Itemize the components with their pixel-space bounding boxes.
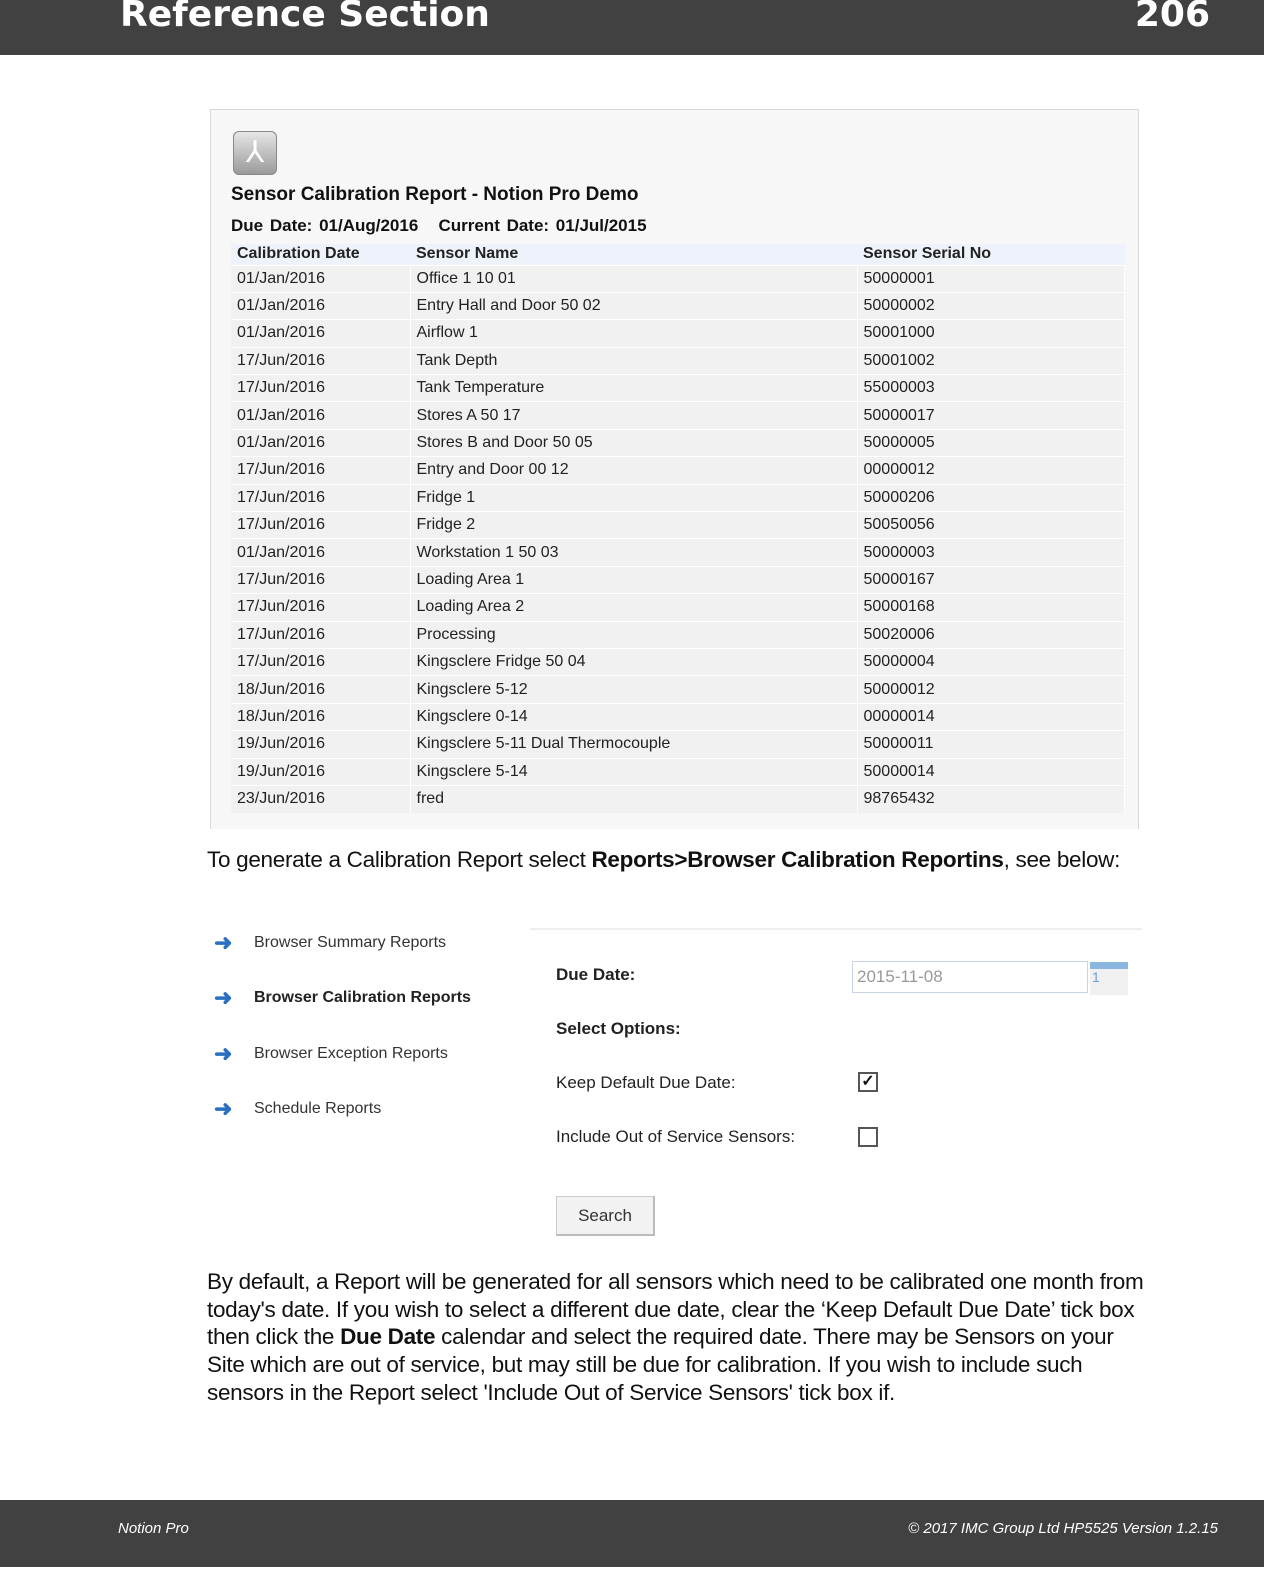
table-row bbox=[231, 621, 1125, 648]
search-button[interactable]: Search bbox=[556, 1196, 655, 1236]
table-cell: 55000003 bbox=[857, 375, 1125, 402]
table-cell: Fridge 1 bbox=[410, 484, 857, 511]
table-cell: 17/Jun/2016 bbox=[231, 457, 410, 484]
table-row bbox=[231, 703, 1125, 730]
table-cell: 50000004 bbox=[857, 648, 1125, 675]
menu-label: Browser Calibration Reports bbox=[254, 989, 471, 1006]
table-cell: 19/Jun/2016 bbox=[231, 758, 410, 785]
table-cell: 17/Jun/2016 bbox=[231, 566, 410, 593]
keep-default-checkbox[interactable]: ✓ bbox=[858, 1072, 878, 1092]
table-cell: 23/Jun/2016 bbox=[231, 785, 410, 812]
table-cell: 50000011 bbox=[857, 731, 1125, 758]
footer-product: Notion Pro bbox=[118, 1520, 189, 1537]
table-cell: 50000005 bbox=[857, 429, 1125, 456]
include-out-of-service-label: Include Out of Service Sensors: bbox=[556, 1127, 796, 1146]
table-cell: Office 1 10 01 bbox=[410, 265, 857, 292]
page-footer bbox=[0, 1500, 1264, 1567]
table-row bbox=[231, 484, 1125, 511]
table-cell: 50001000 bbox=[857, 320, 1125, 347]
menu-browser-summary-reports[interactable] bbox=[214, 930, 446, 956]
table-cell: Kingsclere 5-12 bbox=[410, 676, 857, 703]
table-cell: 17/Jun/2016 bbox=[231, 484, 410, 511]
table-cell: 00000014 bbox=[857, 703, 1125, 730]
table-row bbox=[231, 347, 1125, 374]
section-title: Reference Section bbox=[120, 0, 490, 35]
menu-schedule-reports[interactable] bbox=[214, 1096, 381, 1122]
menu-browser-exception-reports[interactable] bbox=[214, 1041, 448, 1067]
table-cell: Processing bbox=[410, 621, 857, 648]
table-cell: 00000012 bbox=[857, 457, 1125, 484]
column-header: Sensor Serial No bbox=[857, 244, 1125, 265]
table-cell: Entry and Door 00 12 bbox=[410, 457, 857, 484]
table-cell: 50000002 bbox=[857, 292, 1125, 319]
table-cell: 01/Jan/2016 bbox=[231, 292, 410, 319]
table-cell: Entry Hall and Door 50 02 bbox=[410, 292, 857, 319]
due-date-label: Due Date: bbox=[556, 965, 636, 984]
menu-label: Browser Exception Reports bbox=[254, 1045, 448, 1062]
table-cell: 17/Jun/2016 bbox=[231, 648, 410, 675]
menu-label: Schedule Reports bbox=[254, 1100, 382, 1117]
table-row bbox=[231, 292, 1125, 319]
body-text-end: calendar and select the required date. There may be Sensors on your Site which are out of service, but may still be due for calibration. If you wish to include such sensors in the Report select 'Include Out of Service Sensors' tick box if. bbox=[207, 1324, 1114, 1405]
divider bbox=[530, 928, 1142, 930]
column-header: Sensor Name bbox=[410, 244, 857, 265]
due-date-input[interactable]: 2015-11-08 bbox=[852, 961, 1088, 993]
body-paragraph bbox=[207, 1268, 1147, 1407]
table-cell: 17/Jun/2016 bbox=[231, 347, 410, 374]
table-cell: Tank Temperature bbox=[410, 375, 857, 402]
report-dates: Due Date: 01/Aug/2016 Current Date: 01/Jul/2015 bbox=[231, 216, 647, 235]
table-cell: 01/Jan/2016 bbox=[231, 265, 410, 292]
table-row bbox=[231, 758, 1125, 785]
table-cell: Kingsclere Fridge 50 04 bbox=[410, 648, 857, 675]
table-cell: 50000017 bbox=[857, 402, 1125, 429]
table-cell: 18/Jun/2016 bbox=[231, 703, 410, 730]
table-cell: Loading Area 2 bbox=[410, 594, 857, 621]
table-row bbox=[231, 648, 1125, 675]
table-cell: Loading Area 1 bbox=[410, 566, 857, 593]
table-row bbox=[231, 375, 1125, 402]
table-row bbox=[231, 457, 1125, 484]
table-cell: 50000206 bbox=[857, 484, 1125, 511]
arrow-right-icon: ➜ bbox=[214, 1096, 233, 1121]
table-cell: 01/Jan/2016 bbox=[231, 539, 410, 566]
table-cell: 01/Jan/2016 bbox=[231, 320, 410, 347]
table-cell: 50000003 bbox=[857, 539, 1125, 566]
table-cell: Fridge 2 bbox=[410, 512, 857, 539]
table-row bbox=[231, 539, 1125, 566]
table-row bbox=[231, 594, 1125, 621]
column-header: Calibration Date bbox=[231, 244, 410, 265]
table-cell: 17/Jun/2016 bbox=[231, 512, 410, 539]
page-number: 206 bbox=[1134, 0, 1210, 35]
table-cell: 50000012 bbox=[857, 676, 1125, 703]
table-cell: 17/Jun/2016 bbox=[231, 594, 410, 621]
select-options-label: Select Options: bbox=[556, 1019, 681, 1038]
table-cell: 17/Jun/2016 bbox=[231, 375, 410, 402]
table-row bbox=[231, 731, 1125, 758]
table-cell: Workstation 1 50 03 bbox=[410, 539, 857, 566]
table-cell: Stores B and Door 50 05 bbox=[410, 429, 857, 456]
table-cell: Stores A 50 17 bbox=[410, 402, 857, 429]
table-cell: 19/Jun/2016 bbox=[231, 731, 410, 758]
table-cell: 98765432 bbox=[857, 785, 1125, 812]
arrow-right-icon: ➜ bbox=[214, 930, 233, 955]
table-row bbox=[231, 265, 1125, 292]
report-screenshot bbox=[210, 109, 1139, 829]
intro-paragraph bbox=[207, 846, 1147, 874]
table-row bbox=[231, 676, 1125, 703]
menu-path: Reports>Browser Calibration Reportins bbox=[591, 847, 1004, 872]
table-row bbox=[231, 402, 1125, 429]
table-cell: Kingsclere 0-14 bbox=[410, 703, 857, 730]
report-title: Sensor Calibration Report - Notion Pro Demo bbox=[231, 184, 639, 205]
table-cell: 01/Jan/2016 bbox=[231, 429, 410, 456]
table-cell: 50001002 bbox=[857, 347, 1125, 374]
arrow-right-icon: ➜ bbox=[214, 985, 233, 1010]
table-cell: Tank Depth bbox=[410, 347, 857, 374]
calibration-table bbox=[231, 244, 1125, 813]
menu-label: Browser Summary Reports bbox=[254, 934, 447, 951]
table-cell: 17/Jun/2016 bbox=[231, 621, 410, 648]
body-text: By default, a Report will be generated for all sensors which need to be calibrated one month from today's date. If you wish to select a different due date, clear the ‘Keep Default Due Date’ tick box then click the bbox=[207, 1269, 1144, 1350]
table-cell: fred bbox=[410, 785, 857, 812]
page-header bbox=[0, 0, 1264, 55]
table-row bbox=[231, 512, 1125, 539]
table-cell: 50020006 bbox=[857, 621, 1125, 648]
table-row bbox=[231, 785, 1125, 812]
table-cell: Kingsclere 5-14 bbox=[410, 758, 857, 785]
table-row bbox=[231, 320, 1125, 347]
table-cell: 50000001 bbox=[857, 265, 1125, 292]
intro-text: To generate a Calibration Report select bbox=[207, 847, 592, 872]
table-cell: 50000168 bbox=[857, 594, 1125, 621]
table-cell: 18/Jun/2016 bbox=[231, 676, 410, 703]
menu-browser-calibration-reports[interactable] bbox=[214, 985, 471, 1011]
pdf-icon[interactable]: ⅄ bbox=[233, 131, 277, 175]
table-row bbox=[231, 429, 1125, 456]
intro-text-end: , see below: bbox=[1003, 847, 1121, 872]
table-cell: 50000014 bbox=[857, 758, 1125, 785]
arrow-right-icon: ➜ bbox=[214, 1041, 233, 1066]
table-cell: Airflow 1 bbox=[410, 320, 857, 347]
table-cell: 50050056 bbox=[857, 512, 1125, 539]
table-row bbox=[231, 566, 1125, 593]
keep-default-label: Keep Default Due Date: bbox=[556, 1073, 736, 1092]
table-cell: Kingsclere 5-11 Dual Thermocouple bbox=[410, 731, 857, 758]
calendar-icon[interactable]: 1 bbox=[1090, 962, 1128, 995]
due-date-emphasis: Due Date bbox=[340, 1324, 436, 1350]
table-cell: 01/Jan/2016 bbox=[231, 402, 410, 429]
include-out-of-service-checkbox[interactable] bbox=[858, 1127, 878, 1147]
table-cell: 50000167 bbox=[857, 566, 1125, 593]
footer-copyright: © 2017 IMC Group Ltd HP5525 Version 1.2.15 bbox=[908, 1520, 1218, 1537]
